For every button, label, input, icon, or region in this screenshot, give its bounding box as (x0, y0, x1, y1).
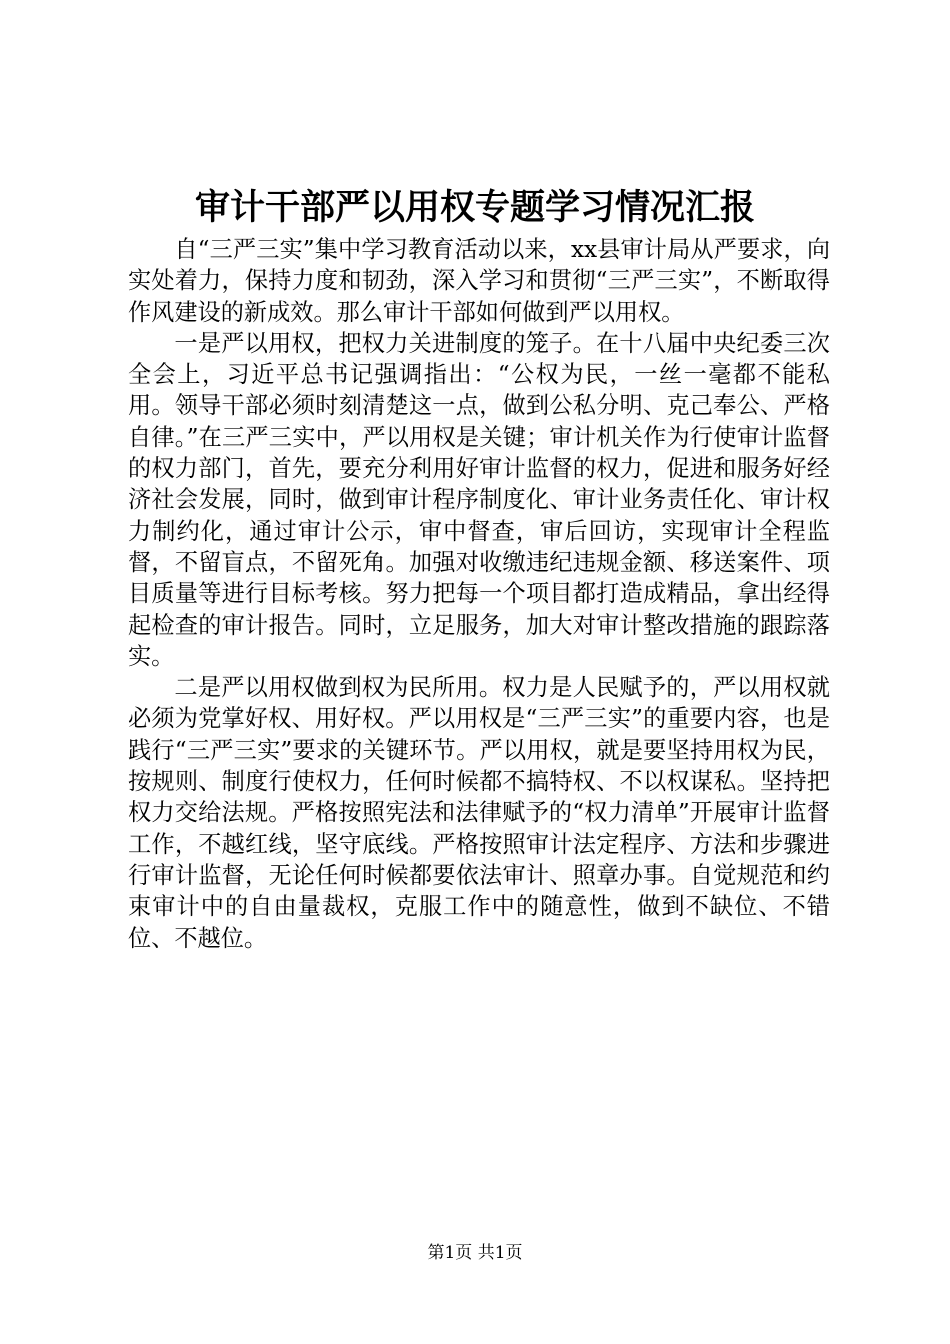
document-title: 审计干部严以用权专题学习情况汇报 (194, 187, 755, 228)
page-total: 共1页 (477, 1243, 523, 1263)
paragraph-first-point: 一是严以用权，把权力关进制度的笼子。在十八届中央纪委三次全会上，习近平总书记强调指出：“公权为民，一丝一毫都不能私用。领导干部必须时刻清楚这一点，做到公私分明、克己奉公、严格自律。”在三严三实中，严以用权是关键；审计机关作为行使审计监督的权力部门，首先，要充分利用好审计监督的权力，促进和服务好经济社会发展，同时，做到审计程序制度化、审计业务责任化、审计权力制约化，通过审计公示，审中督查，审后回访，实现审计全程监督，不留盲点，不留死角。加强对收缴违纪违规金额、移送案件、项目质量等进行目标考核。努力把每一个项目都打造成精品，拿出经得起检查的审计报告。同时，立足服务，加大对审计整改措施的跟踪落实。 (128, 329, 830, 670)
paragraph-intro: 自“三严三实”集中学习教育活动以来，xx县审计局从严要求，向实处着力，保持力度和韧劲，深入学习和贯彻“三严三实”，不断取得作风建设的新成效。那么审计干部如何做到严以用权。 (128, 236, 831, 326)
page-number: 第1页 (427, 1243, 473, 1263)
paragraph-second-point: 二是严以用权做到权为民所用。权力是人民赋予的，严以用权就必须为党掌好权、用好权。严以用权是“三严三实”的重要内容，也是践行“三严三实”要求的关键环节。严以用权，就是要坚持用权为民，按规则、制度行使权力，任何时候都不搞特权、不以权谋私。坚持把权力交给法规。严格按照宪法和法律赋予的“权力清单”开展审计监督工作，不越红线，坚守底线。严格按照审计法定程序、方法和步骤进行审计监督，无论任何时候都要依法审计、照章办事。自觉规范和约束审计中的自由量裁权，克服工作中的随意性，做到不缺位、不错位、不越位。 (128, 674, 830, 952)
document-body (128, 234, 830, 954)
page-footer (0, 1241, 950, 1265)
